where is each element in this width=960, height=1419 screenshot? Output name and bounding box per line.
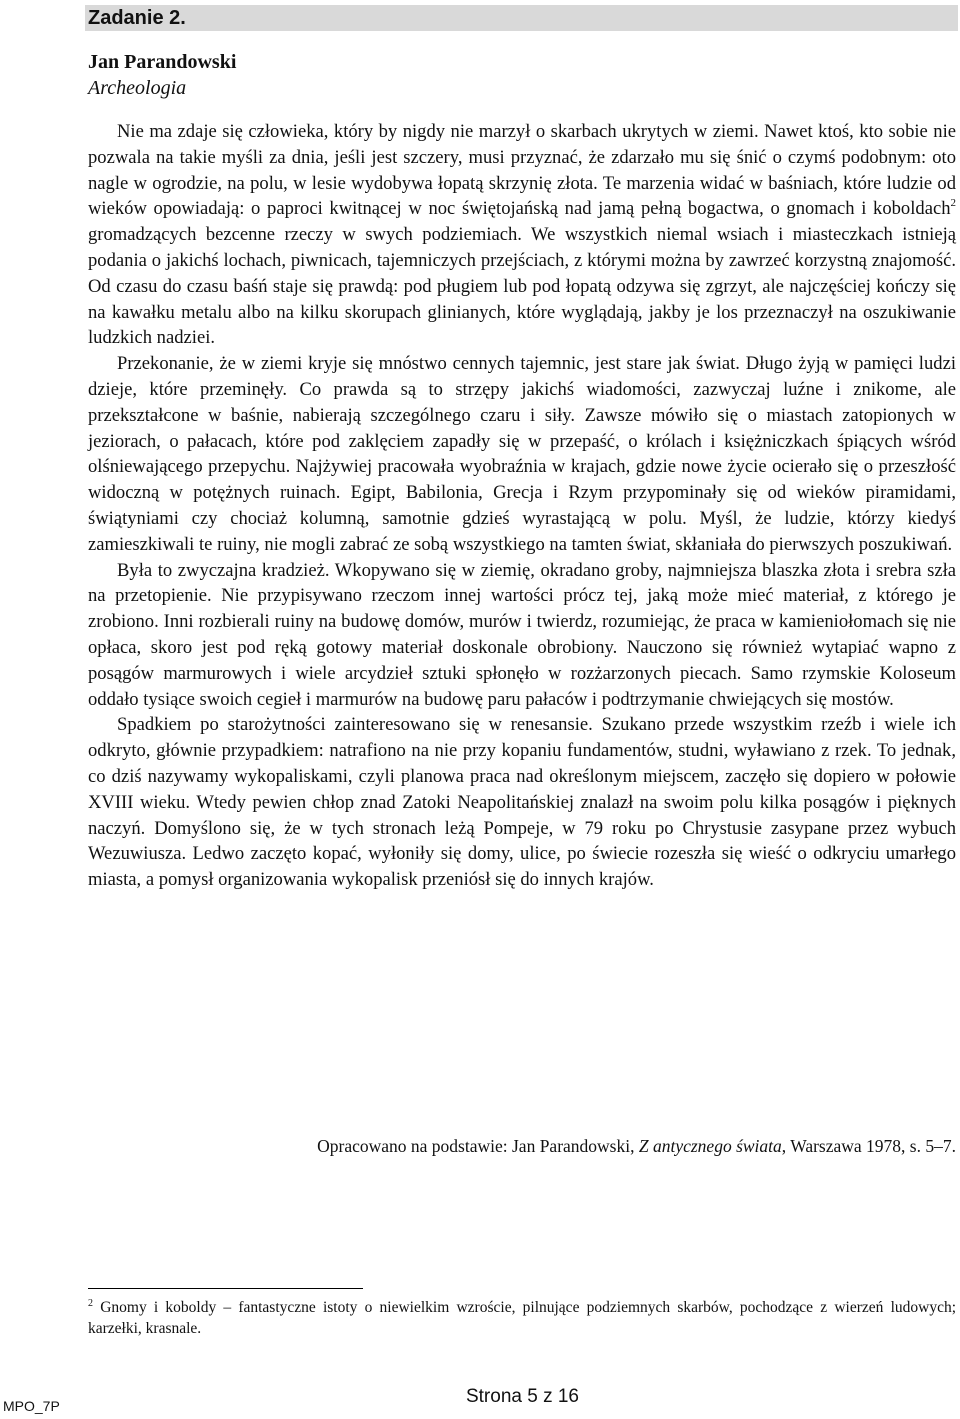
paragraph-1-part-b: gromadzących bezcenne rzeczy w swych podziemiach. We wszystkich niemal wsiach i miasteczkach istnieją podania o jakichś lochach, piwnicach, tajemniczych przejściach, z którymi można by zawrzeć korzystną znajomość. Od czasu do czasu baśń staje się prawdą: pod pługiem lub pod łopatą odzywa się zgrzyt, ale najczęściej kończy się na kawałku metalu albo na kilku skorupach glinianych, które wyglądają, jakby je los przeznaczył na oszukiwanie ludzkich nadziei.: [88, 224, 956, 349]
source-suffix: , Warszawa 1978, s. 5–7.: [781, 1136, 956, 1156]
paragraph-4: Spadkiem po starożytności zainteresowano się w renesansie. Szukano przede wszystkim rzeźb i wiele ich odkryto, głównie przypadkiem: natrafiono na nie przy kopaniu fundamentów, studni, wyławiano z rzek. To jednak, co dziś nazywamy wykopaliskami, czyli planowa praca nad określonym miejscem, zaczęło się dopiero w połowie XVIII wieku. Wtedy pewien chłop znad Zatoki Neapolitańskiej znalazł na swoim polu kilka posągów i pięknych naczyń. Domyślono się, że w tych stronach leżą Pompeje, w 79 roku po Chrystusie zasypane przez wybuch Wezuwiusza. Ledwo zaczęto kopać, wyłoniły się domy, ulice, po świecie rozeszła się wieść o odkryciu umarłego miasta, a pomysł organizowania wykopalisk przeniósł się do innych krajów.: [88, 714, 956, 891]
author-name: Jan Parandowski: [88, 51, 237, 73]
task-header: [85, 5, 958, 31]
source-prefix: Opracowano na podstawie: Jan Parandowski,: [317, 1136, 639, 1156]
paragraph-3: Była to zwyczajna kradzież. Wkopywano się w ziemię, okradano groby, najmniejsza blaszka złota i srebra szła na przetopienie. Nie przypisywano rzeczom innej wartości prócz tej, jaką może mieć materiał, z którego je zrobiono. Inni rozbierali ruiny na budowę domów, murów i twierdz, rozumiejąc, że praca w kamieniołomach się nie opłaca, skoro jest pod ręką gotowy materiał doskonale obrobiony. Nauczono się również wytapiać wapno z posągów marmurowych i wiele arcydzieł sztuki spłonęło w rozżarzonych piecach. Samo rzymskie Koloseum oddało tysiące swoich cegieł i marmurów na budowę paru pałaców i podtrzymanie chwiejących się mostów.: [88, 559, 956, 710]
footnote-reference: 2: [950, 197, 956, 210]
source-book-title: Z antycznego świata: [638, 1136, 782, 1156]
source-citation: [317, 1134, 956, 1158]
footnote-divider: [88, 1288, 363, 1289]
paragraph-1-part-a: Nie ma zdaje się człowieka, który by nigdy nie marzył o skarbach ukrytych w ziemi. Nawet ktoś, kto sobie nie pozwala na takie myśli za dnia, jeśli jest szczery, musi przyznać, że zdarzało mu się śnić o czymś podobnym: oto nagle w ogrodzie, na polu, w lesie wydobywa łopatą skrzynię złota. Te marzenia widać w baśniach, które ludzie od wieków opowiadają: o paproci kwitnącej w noc świętojańską nad jamą pełną bogactwa, o gnomach i koboldach: [88, 121, 956, 220]
text-body: [88, 119, 956, 893]
paragraph-2: Przekonanie, że w ziemi kryje się mnóstwo cennych tajemnic, jest stare jak świat. Długo żyją w pamięci ludzi dzieje, które przeminęły. Co prawda są to strzępy jakichś wiadomości, zazwyczaj luźne i znikome, ale przekształcone w baśnie, nabierają szczególnego czaru i siły. Zawsze mówiło się o miastach zatopionych w jeziorach, o pałacach, które pod zaklęciem zapadły się w przepaść, o królach i księżniczkach śpiących wśród olśniewającego przepychu. Najżywiej pracowała wyobraźnia w krajach, gdzie nowe życie ocierało się o przeszłość widoczną w potężnych ruinach. Egipt, Babilonia, Grecja i Rzym przypominały się od wieków piramidami, świątyniami czy chociaż kolumną, samotnie gdzieś wyrastającą w polu. Myśl, że ludzie, którzy kiedyś zamieszkiwali te ruiny, nie mogli zabrać ze sobą wszystkiego na tamten świat, skłaniała do pierwszych poszukiwań.: [88, 353, 956, 555]
task-label: Zadanie 2.: [88, 7, 186, 29]
footnote-text: Gnomy i koboldy – fantastyczne istoty o niewielkim wzroście, pilnujące podziemnych skarbów, pochodzące z wierzeń ludowych; karzełki, krasnale.: [88, 1299, 956, 1337]
exam-code: MPO_7P: [3, 1398, 60, 1414]
page-number: Strona 5 z 16: [465, 1386, 580, 1407]
paragraph-1: [88, 119, 956, 351]
work-title: Archeologia: [88, 77, 187, 99]
footnote: [88, 1297, 956, 1339]
footnote-number: 2: [88, 1298, 93, 1309]
